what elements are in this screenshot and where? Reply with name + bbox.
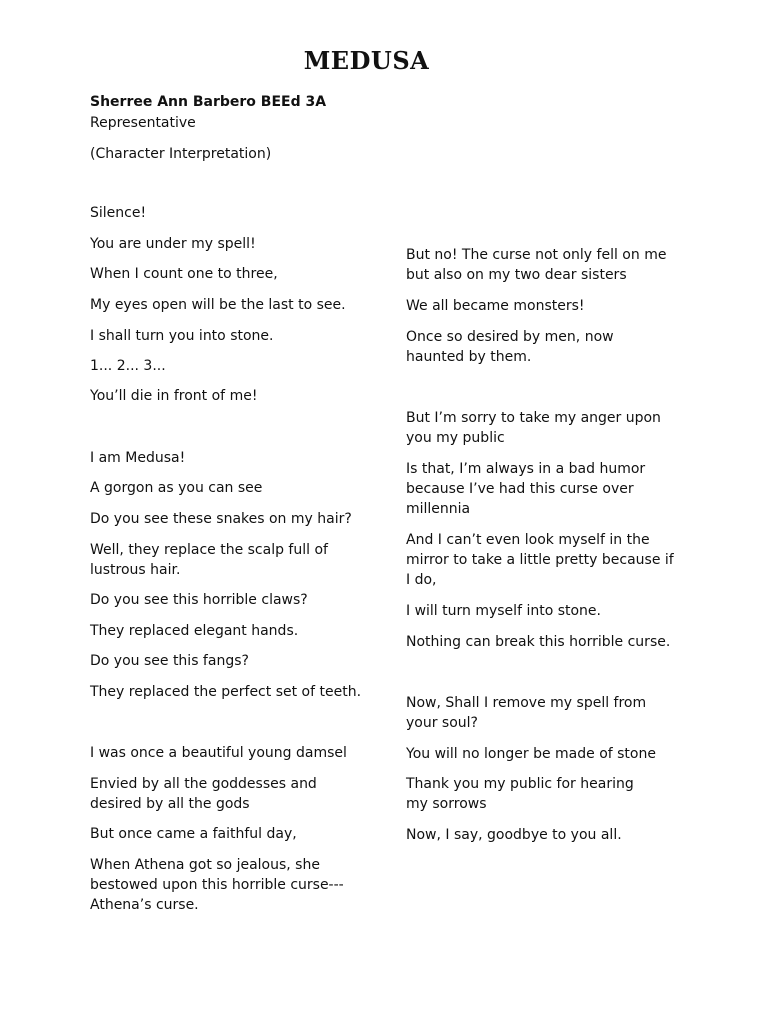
poem-line: We all became monsters! xyxy=(406,298,585,314)
poem-line: Nothing can break this horrible curse. xyxy=(406,634,671,650)
poem-line: Well, they replace the scalp full of lustrous hair. xyxy=(90,542,328,578)
poem-line: Thank you my public for hearing my sorrows xyxy=(406,776,634,812)
poem-line: Do you see this horrible claws? xyxy=(90,592,308,608)
poem-line: Now, Shall I remove my spell from your soul? xyxy=(406,695,647,731)
role-line: Representative xyxy=(90,115,196,131)
poem-line: But I’m sorry to take my anger upon you my public xyxy=(406,410,661,446)
poem-line: I shall turn you into stone. xyxy=(90,328,274,344)
page-title: MEDUSA xyxy=(303,46,430,75)
poem-line: But once came a faithful day, xyxy=(90,826,297,842)
poem-line: I am Medusa! xyxy=(90,450,186,466)
poem-line: You will no longer be made of stone xyxy=(406,746,656,762)
poem-line: You’ll die in front of me! xyxy=(90,388,258,404)
poem-line: I will turn myself into stone. xyxy=(406,603,601,619)
poem-line: Now, I say, goodbye to you all. xyxy=(406,827,622,843)
subtitle-line: (Character Interpretation) xyxy=(90,146,272,162)
poem-line: 1... 2... 3... xyxy=(90,358,166,374)
poem-line: A gorgon as you can see xyxy=(90,480,263,496)
poem-line: Once so desired by men, now haunted by them. xyxy=(406,329,614,365)
poem-line: And I can’t even look myself in the mirror to take a little pretty because if I do, xyxy=(406,532,674,588)
poem-line: Do you see these snakes on my hair? xyxy=(90,511,352,527)
poem-line: When Athena got so jealous, she bestowed upon this horrible curse---Athena’s curse. xyxy=(90,857,344,913)
poem-line: Is that, I’m always in a bad humor because I’ve had this curse over millennia xyxy=(406,461,646,517)
poem-line: But no! The curse not only fell on me but also on my two dear sisters xyxy=(406,247,667,283)
poem-line: Envied by all the goddesses and desired by all the gods xyxy=(90,776,317,812)
poem-line: They replaced elegant hands. xyxy=(90,623,299,639)
poem-line: Silence! xyxy=(90,205,147,221)
poem-line: Do you see this fangs? xyxy=(90,653,249,669)
poem-line: I was once a beautiful young damsel xyxy=(90,745,347,761)
poem-line: You are under my spell! xyxy=(90,236,256,252)
poem-line: My eyes open will be the last to see. xyxy=(90,297,346,313)
poem-line: When I count one to three, xyxy=(90,266,278,282)
author-line: Sherree Ann Barbero BEEd 3A xyxy=(90,94,327,110)
poem-line: They replaced the perfect set of teeth. xyxy=(90,684,362,700)
